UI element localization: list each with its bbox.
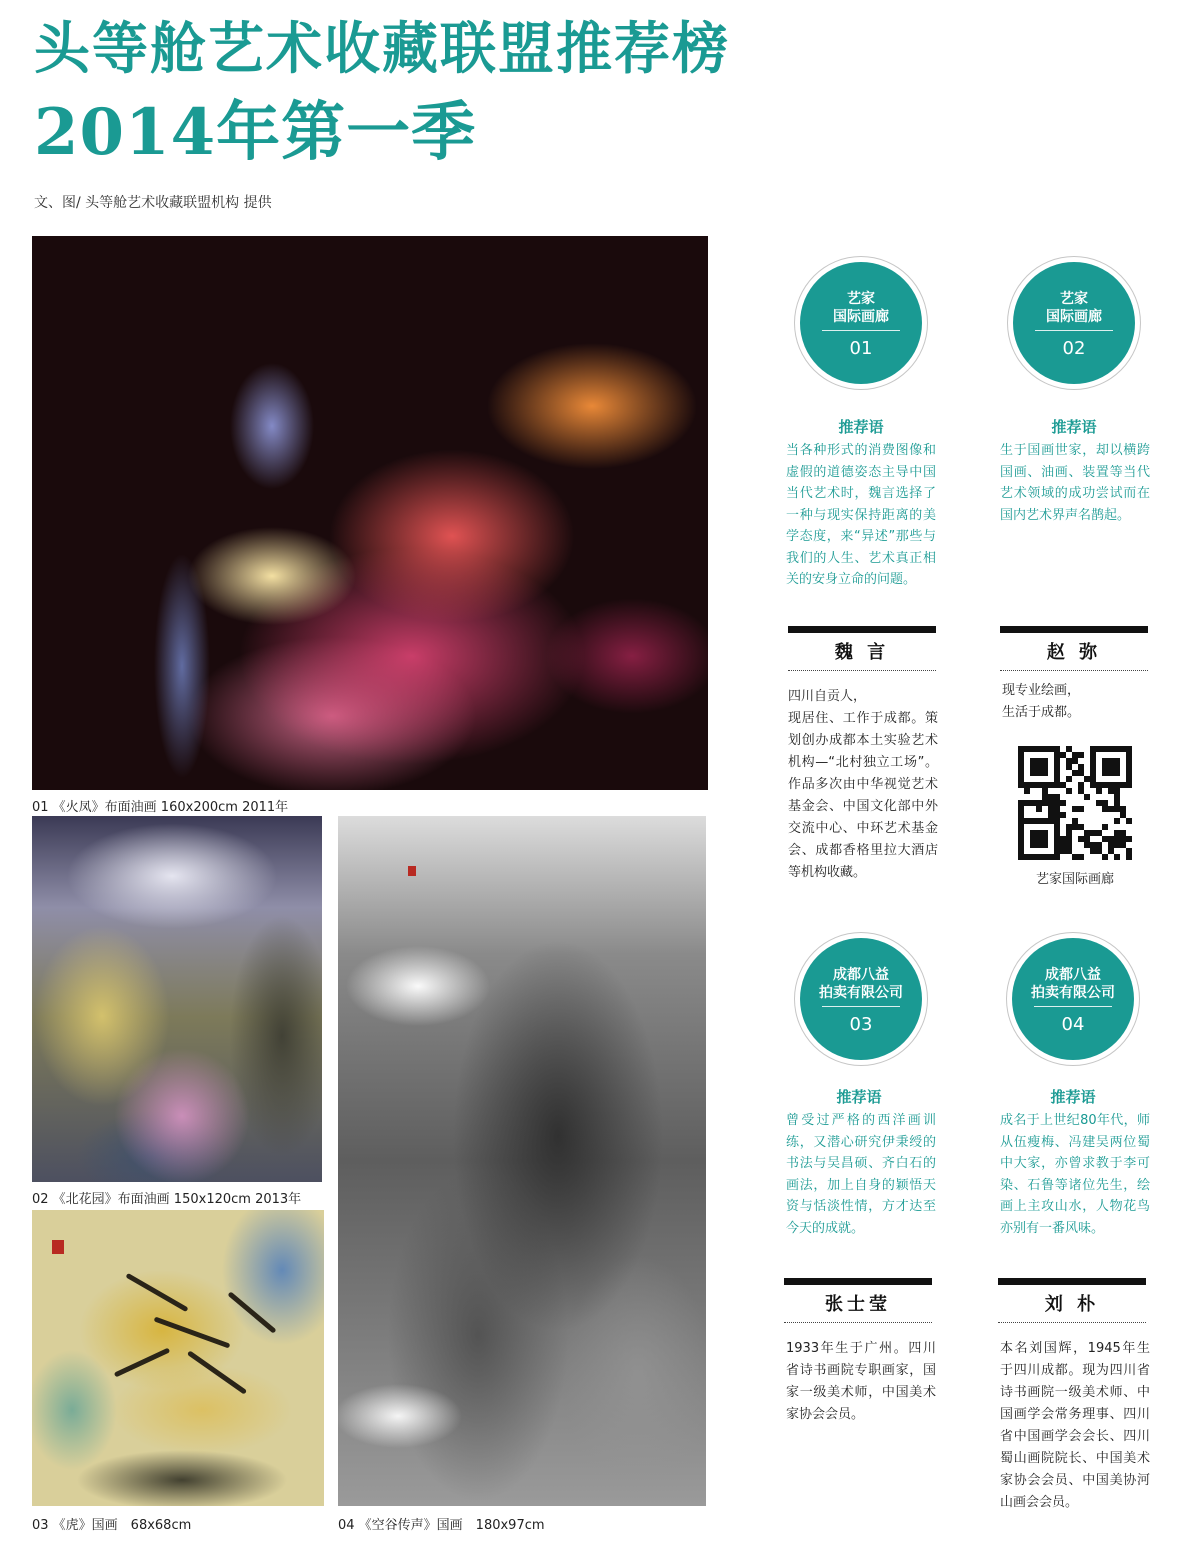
qr-code-label: 艺家国际画廊 [1035, 872, 1114, 887]
artwork-image-tiger [32, 1210, 324, 1506]
qr-module [1102, 854, 1108, 860]
qr-module [1126, 782, 1132, 788]
qr-module [1024, 788, 1030, 794]
badge-divider [822, 1006, 900, 1007]
recommendation-text: 生于国画世家，却以横跨国画、油画、装置等当代艺术领域的成功尝试而在国内艺术界声名鹊起。 [1000, 443, 1150, 523]
qr-module [1078, 854, 1084, 860]
qr-module [1042, 842, 1048, 848]
qr-module [1060, 800, 1066, 806]
qr-module [1066, 788, 1072, 794]
artwork-caption: 04 《空谷传声》国画 180x97cm [338, 1518, 545, 1533]
artist-bio: 四川自贡人， 现居住、工作于成都。策划创办成都本土实验艺术机构—“北村独立工场”。作品多次由中华视觉艺术基金会、中国文化部中外交流中心、中环艺术基金会、成都香格里拉大酒店等机构收藏。 [788, 689, 938, 880]
gallery-badge-01 [800, 262, 922, 384]
dotted-divider [784, 1322, 932, 1323]
qr-module [1114, 770, 1120, 776]
gallery-name: 成都八益 拍卖有限公司 [1031, 967, 1115, 1001]
badge-divider [822, 330, 900, 331]
badge-number: 04 [1061, 1014, 1085, 1035]
qr-module [1066, 776, 1072, 782]
artist-bio: 现专业绘画， 生活于成都。 [1002, 683, 1081, 720]
recommendation-title: 推荐语 [836, 1088, 882, 1106]
artist-bar [784, 1278, 932, 1285]
credit-line: 文、图/ 头等舱艺术收藏联盟机构 提供 [34, 195, 272, 211]
dotted-divider [998, 1322, 1146, 1323]
dotted-divider [788, 670, 936, 671]
page-title: 头等舱艺术收藏联盟推荐榜 [34, 16, 730, 82]
recommendation-text: 曾受过严格的西洋画训练，又潜心研究伊秉绶的书法与吴昌硕、齐白石的画法，加上自身的颖悟天资与恬淡性情，方才达至今天的成就。 [786, 1113, 936, 1236]
artist-bio: 1933年生于广州。四川省诗书画院专职画家，国家一级美术师，中国美术家协会会员。 [786, 1341, 936, 1422]
artwork-image-phoenix [32, 236, 708, 790]
artist-name: 赵 弥 [1046, 642, 1102, 663]
page-subtitle: 2014年第一季 [34, 95, 477, 170]
artwork-caption: 03 《虎》国画 68x68cm [32, 1518, 192, 1533]
qr-module [1036, 806, 1042, 812]
artist-bar [1000, 626, 1148, 633]
artist-name: 刘 朴 [1044, 1294, 1100, 1315]
gallery-name: 艺家 国际画廊 [833, 291, 889, 325]
artist-bar [788, 626, 936, 633]
qr-module [1054, 854, 1060, 860]
recommendation-title: 推荐语 [838, 418, 884, 436]
qr-module [1126, 854, 1132, 860]
qr-module [1042, 770, 1048, 776]
gallery-badge-03 [800, 938, 922, 1060]
qr-module [1096, 788, 1102, 794]
qr-module [1114, 818, 1120, 824]
dotted-divider [1000, 670, 1148, 671]
badge-divider [1035, 330, 1113, 331]
qr-module [1078, 806, 1084, 812]
badge-number: 03 [849, 1014, 873, 1035]
qr-module [1114, 854, 1120, 860]
gallery-badge-04 [1012, 938, 1134, 1060]
qr-module [1102, 824, 1108, 830]
recommendation-text: 当各种形式的消费图像和虚假的道德姿态主导中国当代艺术时，魏言选择了一种与现实保持距离的美学态度，来“异述”那些与我们的人生、艺术真正相关的安身立命的问题。 [786, 443, 936, 587]
recommendation-title: 推荐语 [1051, 418, 1097, 436]
badge-number: 01 [849, 338, 873, 359]
gallery-name: 艺家 国际画廊 [1046, 291, 1102, 325]
qr-code-icon [1018, 746, 1132, 860]
artist-bar [998, 1278, 1146, 1285]
gallery-badge-02 [1013, 262, 1135, 384]
artwork-image-landscape [338, 816, 706, 1506]
artwork-image-garden [32, 816, 322, 1182]
gallery-name: 成都八益 拍卖有限公司 [819, 967, 903, 1001]
badge-number: 02 [1062, 338, 1086, 359]
artwork-caption: 01 《火凤》布面油画 160x200cm 2011年 [32, 800, 289, 815]
recommendation-text: 成名于上世纪80年代，师从伍瘦梅、冯建吴两位蜀中大家，亦曾求教于李可染、石鲁等诸位先生，绘画上主攻山水，人物花鸟亦别有一番风味。 [1000, 1113, 1150, 1236]
badge-divider [1034, 1006, 1112, 1007]
qr-module [1126, 818, 1132, 824]
artist-bio: 本名刘国辉，1945年生于四川成都。现为四川省诗书画院一级美术师、中国画学会常务理事、四川省中国画学会会长、四川蜀山画院院长、中国美术家协会会员、中国美协河山画会会员。 [1000, 1341, 1150, 1510]
artist-name: 魏 言 [834, 642, 890, 663]
artwork-caption: 02 《北花园》布面油画 150x120cm 2013年 [32, 1192, 302, 1207]
artist-name: 张士莹 [825, 1294, 891, 1315]
qr-module [1126, 836, 1132, 842]
qr-module [1084, 794, 1090, 800]
recommendation-title: 推荐语 [1050, 1088, 1096, 1106]
qr-module [1060, 812, 1066, 818]
qr-module [1078, 752, 1084, 758]
